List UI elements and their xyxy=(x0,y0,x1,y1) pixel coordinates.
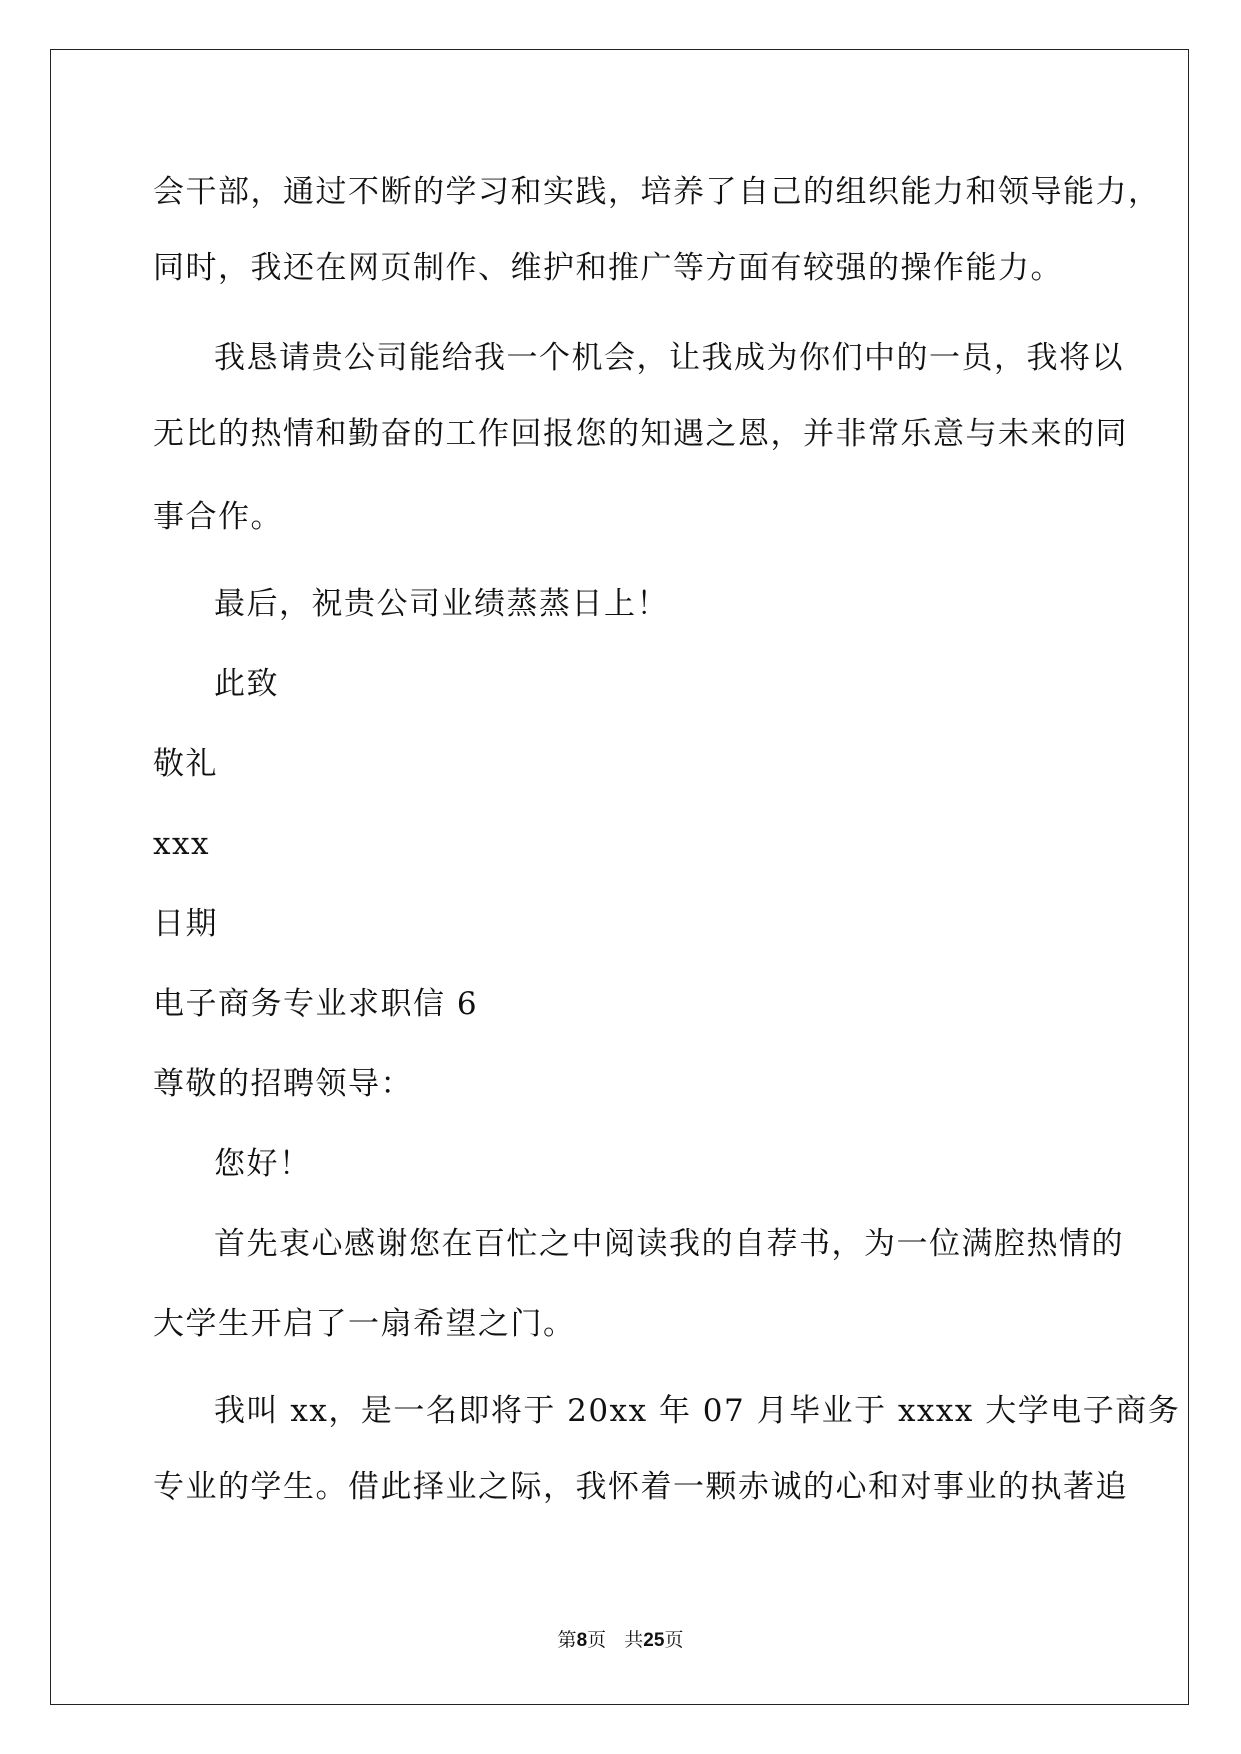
body-line-1: 会干部，通过不断的学习和实践，培养了自己的组织能力和领导能力， xyxy=(153,174,1161,210)
body-line-5: 事合作。 xyxy=(153,499,283,535)
greeting-hello: 您好！ xyxy=(214,1146,312,1182)
footer-page-suffix: 页 xyxy=(587,1629,607,1651)
body-line-9: 专业的学生。借此择业之际，我怀着一颗赤诚的心和对事业的执著追 xyxy=(153,1469,1128,1505)
page-footer xyxy=(0,1628,1241,1653)
page-border xyxy=(50,49,1189,1705)
current-page-number: 8 xyxy=(576,1630,588,1651)
body-line-3: 我恳请贵公司能给我一个机会，让我成为你们中的一员，我将以 xyxy=(214,340,1124,376)
footer-prefix: 第 xyxy=(557,1629,577,1651)
closing-salutation: 此致 xyxy=(214,666,279,702)
section-title: 电子商务专业求职信 6 xyxy=(153,986,479,1022)
body-line-4: 无比的热情和勤奋的工作回报您的知遇之恩，并非常乐意与未来的同 xyxy=(153,416,1128,452)
body-line-2: 同时，我还在网页制作、维护和推广等方面有较强的操作能力。 xyxy=(153,250,1063,286)
body-line-6: 首先衷心感谢您在百忙之中阅读我的自荐书，为一位满腔热情的 xyxy=(214,1226,1124,1262)
closing-wish: 最后，祝贵公司业绩蒸蒸日上！ xyxy=(214,586,669,622)
greeting-recipient: 尊敬的招聘领导： xyxy=(153,1066,413,1102)
footer-total-prefix: 共 xyxy=(624,1629,644,1651)
body-line-7: 大学生开启了一扇希望之门。 xyxy=(153,1306,576,1342)
signature-name: xxx xyxy=(153,826,210,862)
footer-total-suffix: 页 xyxy=(664,1629,684,1651)
signature-date: 日期 xyxy=(153,906,218,942)
closing-regards: 敬礼 xyxy=(153,746,218,782)
body-line-8: 我叫 xx，是一名即将于 20xx 年 07 月毕业于 xxxx 大学电子商务 xyxy=(214,1393,1181,1429)
total-page-number: 25 xyxy=(643,1630,665,1651)
